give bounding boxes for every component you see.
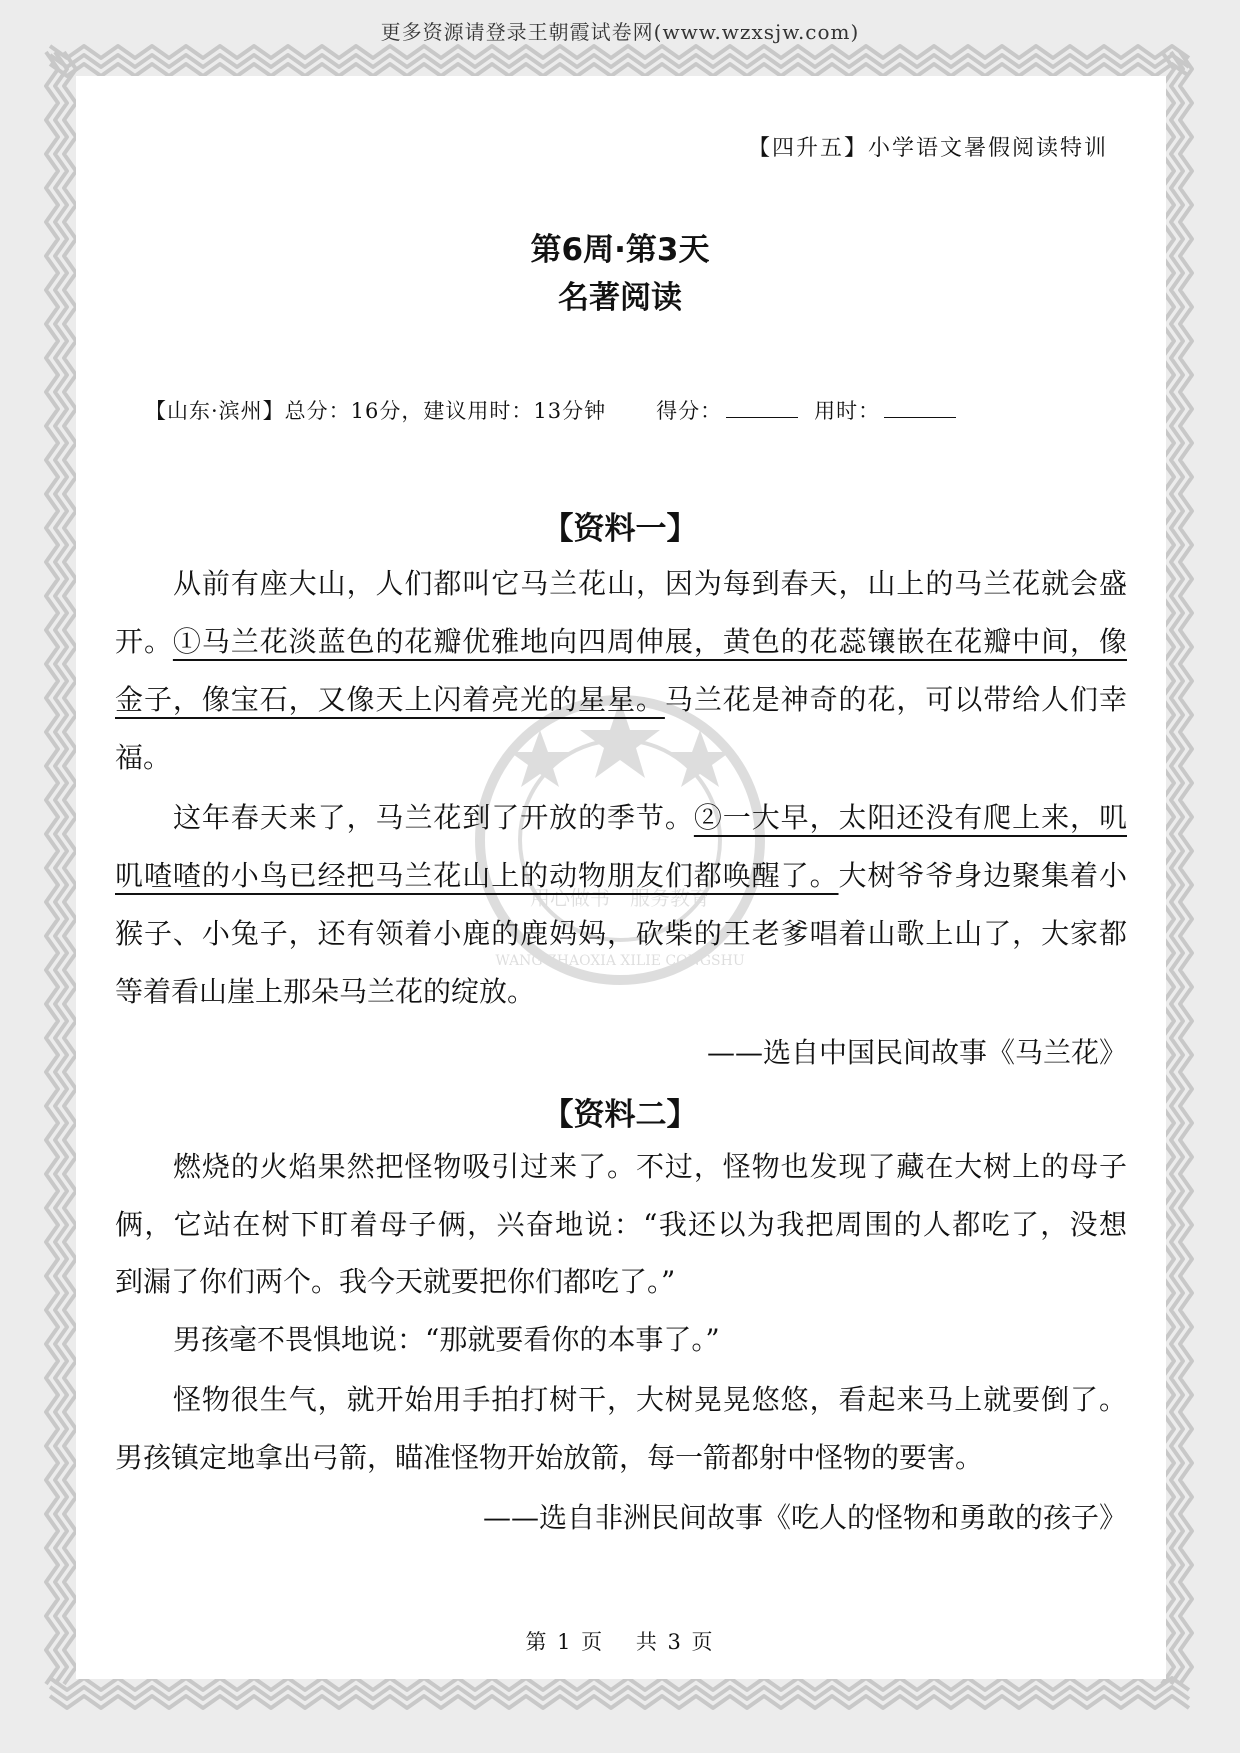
text-segment: 大树爷爷身边聚集着小: [838, 859, 1127, 892]
text-line: [115, 1380, 1127, 1420]
text-line: [115, 1147, 1127, 1187]
page-title: 第6周·第3天: [530, 232, 710, 268]
text-segment: 这年春天来了，马兰花到了开放的季节。: [173, 801, 694, 834]
site-promo-note: 更多资源请登录王朝霞试卷网(www.wzxsjw.com): [380, 20, 860, 44]
source-attribution: ——选自中国民间故事《马兰花》: [706, 1036, 1127, 1069]
text-segment: 福。: [115, 741, 172, 774]
underlined-sentence: 金子，像宝石，又像天上闪着亮光的星星。: [115, 683, 665, 716]
text-segment: 等着看山崖上那朵马兰花的绽放。: [115, 975, 536, 1008]
source-heading: 【资料一】: [542, 511, 698, 547]
underlined-sentence: 叽喳喳的小鸟已经把马兰花山上的动物朋友们都唤醒了。: [115, 859, 839, 892]
watermark-ring-text: WANG ZHAOXIA XILIE CONGSHU: [495, 953, 745, 969]
text-line: [115, 738, 1127, 778]
text-line: [115, 680, 1127, 720]
underlined-sentence: ①马兰花淡蓝色的花瓣优雅地向四周伸展，黄色的花蕊镶嵌在花瓣中间，像: [172, 625, 1127, 658]
text-segment: 男孩镇定地拿出弓箭，瞄准怪物开始放箭，每一箭都射中怪物的要害。: [115, 1441, 984, 1474]
page-subtitle: 名著阅读: [558, 280, 682, 316]
text-segment: 到漏了你们两个。我今天就要把你们都吃了。”: [115, 1265, 676, 1298]
text-line: [115, 798, 1127, 838]
text-segment: 俩，它站在树下盯着母子俩，兴奋地说：“我还以为我把周围的人都吃了，没想: [115, 1208, 1127, 1241]
time-blank[interactable]: [884, 397, 956, 418]
text-line: [115, 1438, 1127, 1478]
text-line: [115, 622, 1127, 662]
text-line: [115, 972, 1127, 1012]
text-line: [115, 856, 1127, 896]
region-score-text: 【山东·滨州】总分：16分，建议用时：13分钟: [145, 399, 607, 423]
text-segment: 马兰花是神奇的花，可以带给人们幸: [664, 683, 1127, 716]
text-line: [115, 1205, 1127, 1245]
text-line: [115, 1262, 1127, 1302]
text-line: [115, 1320, 1127, 1360]
source-heading: 【资料二】: [542, 1097, 698, 1133]
text-segment: 开。: [115, 625, 173, 658]
text-segment: 从前有座大山，人们都叫它马兰花山，因为每到春天，山上的马兰花就会盛: [173, 567, 1127, 600]
series-label: 【四升五】小学语文暑假阅读特训: [747, 136, 1108, 161]
text-line: [115, 564, 1127, 604]
text-segment: 燃烧的火焰果然把怪物吸引过来了。不过，怪物也发现了藏在大树上的母子: [173, 1150, 1127, 1183]
text-segment: 怪物很生气，就开始用手拍打树干，大树晃晃悠悠，看起来马上就要倒了。: [173, 1383, 1127, 1416]
exam-info: [145, 395, 972, 425]
time-label: 用时：: [814, 399, 881, 423]
underlined-sentence: ②一大早，太阳还没有爬上来，叽: [693, 801, 1127, 834]
text-segment: 男孩毫不畏惧地说：“那就要看你的本事了。”: [173, 1323, 720, 1356]
score-label: 得分：: [656, 399, 723, 423]
watermark-motto: 用心做书 服务教育: [530, 886, 710, 910]
page-number: 第 1 页 共 3 页: [525, 1630, 715, 1654]
score-blank[interactable]: [726, 397, 798, 418]
text-segment: 猴子、小兔子，还有领着小鹿的鹿妈妈，砍柴的王老爹唱着山歌上山了，大家都: [115, 917, 1127, 950]
text-line: [115, 914, 1127, 954]
source-attribution: ——选自非洲民间故事《吃人的怪物和勇敢的孩子》: [482, 1501, 1127, 1534]
